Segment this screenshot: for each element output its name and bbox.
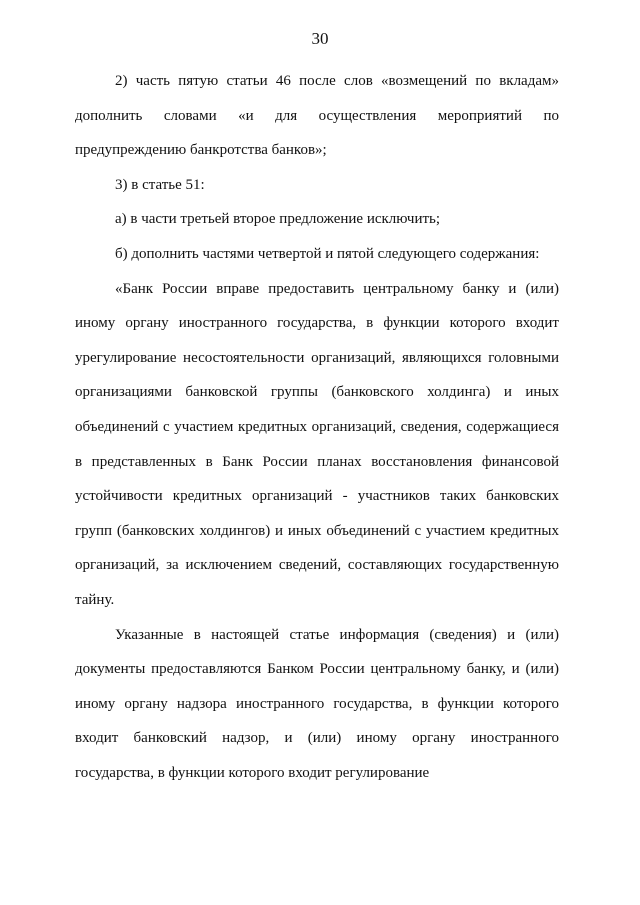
paragraph-provided-information: Указанные в настоящей статье информация (сведения) и (или) документы предоставляются Банком России центральному банку, и (или) иному органу надзора иностранного государства, в функции которого входит банковский надзор, и (или) иному органу иностранного государства, в функции которого входит регулирование <box>75 626 559 781</box>
document-body <box>75 64 559 790</box>
paragraph-article-51-heading: 3) в статье 51: <box>115 176 205 193</box>
paragraph-article-46-amendment: 2) часть пятую статьи 46 после слов «возмещений по вкладам» дополнить словами «и для осуществления мероприятий по предупреждению банкротства банков»; <box>75 73 559 159</box>
paragraph-item-b: б) дополнить частями четвертой и пятой следующего содержания: <box>115 245 540 262</box>
page-number: 30 <box>311 29 329 48</box>
paragraph-item-a: а) в части третьей второе предложение исключить; <box>115 211 441 228</box>
paragraph-quoted-bank-of-russia: «Банк России вправе предоставить центральному банку и (или) иному органу иностранного государства, в функции которого входит урегулирование несостоятельности организаций, являющихся головными организациями банковской группы (банковского холдинга) и иных объединений с участием кредитных организаций, сведения, содержащиеся в представленных в Банк России планах восстановления финансовой устойчивости кредитных организаций - участников таких банковских групп (банковских холдингов) и иных объединений с участием кредитных организаций, за исключением сведений, составляющих государственную тайну. <box>75 280 559 608</box>
